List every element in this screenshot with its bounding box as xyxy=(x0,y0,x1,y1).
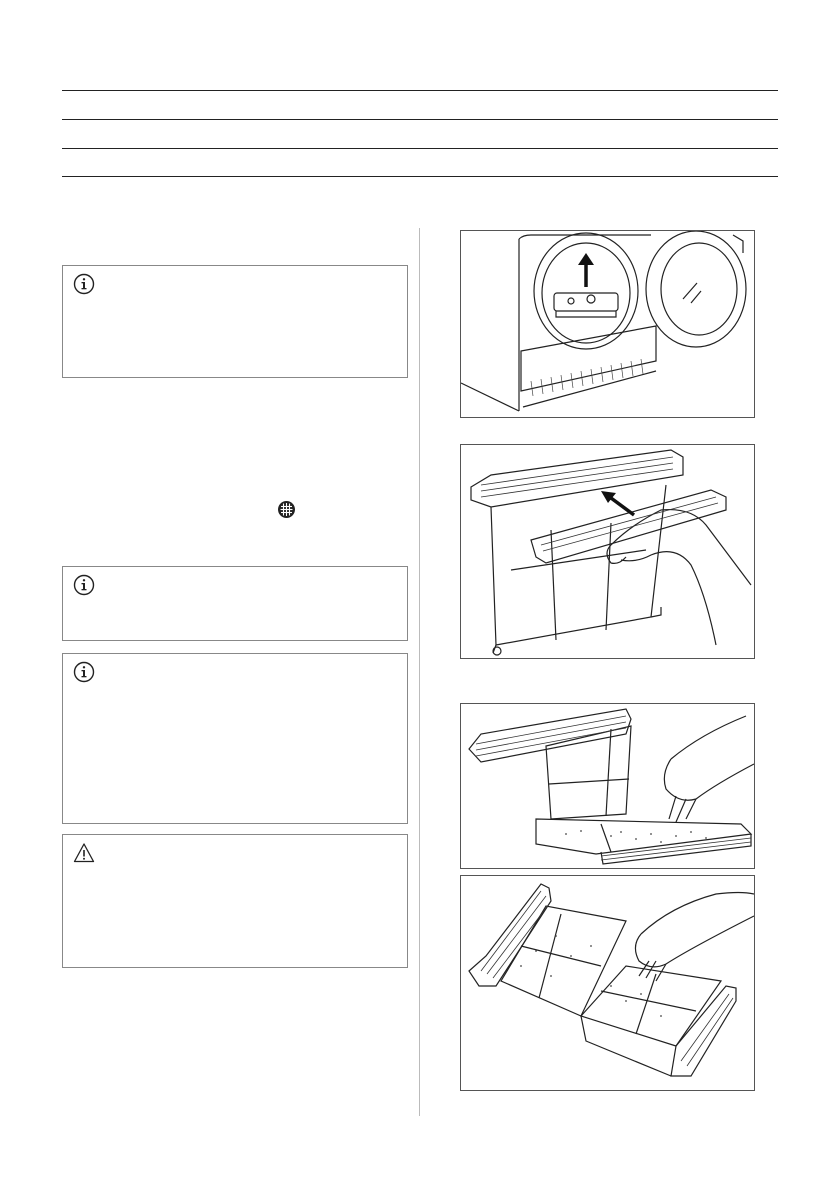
info-icon xyxy=(73,661,95,683)
warning-triangle-icon xyxy=(73,842,95,864)
info-note-3 xyxy=(62,653,408,824)
figure-clean-filter-2 xyxy=(460,875,755,1091)
info-note-2 xyxy=(62,566,408,641)
filter-cleaning-symbol-icon xyxy=(277,500,296,519)
header-rule-4 xyxy=(62,176,778,177)
info-icon xyxy=(73,273,95,295)
column-divider xyxy=(419,228,420,1116)
figure-open-filter xyxy=(460,444,755,659)
figure-remove-filter xyxy=(460,230,755,418)
warning-note xyxy=(62,834,408,968)
header-rule-1 xyxy=(62,90,778,91)
figure-clean-filter-1 xyxy=(460,703,755,869)
arrow-diagonal-icon xyxy=(601,491,634,515)
info-note-1 xyxy=(62,265,408,378)
header-rule-2 xyxy=(62,119,778,120)
arrow-up-icon xyxy=(578,253,594,287)
info-icon xyxy=(73,574,95,596)
header-rule-3 xyxy=(62,148,778,149)
